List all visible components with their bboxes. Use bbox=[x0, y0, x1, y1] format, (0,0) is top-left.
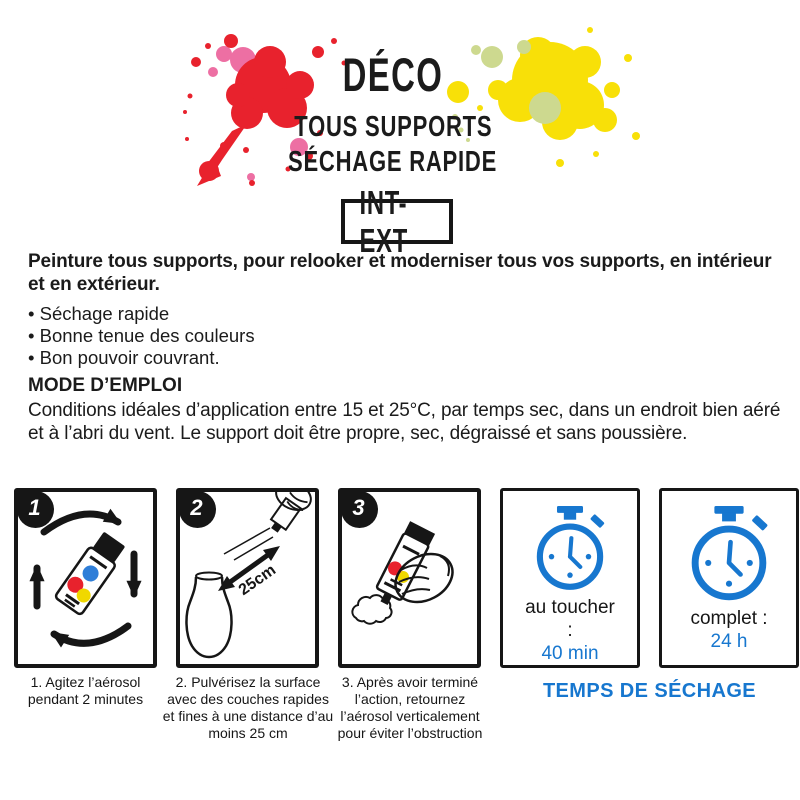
instructions-row bbox=[14, 488, 799, 668]
captions-row bbox=[14, 674, 799, 742]
complete-dry-box bbox=[659, 488, 799, 668]
step-number-badge: 2 bbox=[179, 491, 216, 528]
touch-dry-label: au toucher : bbox=[525, 597, 615, 641]
intro-lead: Peinture tous supports, pour relooker et moderniser tous vos supports, en intérieur et en extérieur. bbox=[28, 251, 772, 295]
product-title bbox=[0, 47, 786, 102]
step-number-badge: 1 bbox=[17, 491, 54, 528]
step-caption-3: 3. Après avoir terminé l’action, retournez l’aérosol verticalement pour éviter l’obstruction bbox=[337, 674, 483, 741]
feature-item: • Séchage rapide bbox=[28, 303, 780, 325]
step-box-1 bbox=[14, 488, 157, 668]
usage-heading: MODE D’EMPLOI bbox=[28, 375, 183, 396]
step-box-2 bbox=[176, 488, 319, 668]
stopwatch-icon bbox=[682, 506, 776, 606]
feature-item: • Bonne tenue des couleurs bbox=[28, 325, 780, 347]
feature-item: • Bon pouvoir couvrant. bbox=[28, 347, 780, 369]
intro-section bbox=[28, 251, 780, 368]
drying-time-title: TEMPS DE SÉCHAGE bbox=[542, 680, 757, 702]
step-box-3 bbox=[338, 488, 481, 668]
distance-label: 25cm bbox=[235, 561, 280, 600]
subtitle-tous-supports: TOUS SUPPORTS bbox=[293, 111, 493, 143]
step-caption-1: 1. Agitez l’aérosol pendant 2 minutes bbox=[27, 674, 144, 707]
int-ext-badge: INT-EXT bbox=[341, 199, 453, 244]
touch-dry-time: 40 min bbox=[541, 643, 599, 664]
step-caption-2: 2. Pulvérisez la surface avec des couches rapides et fines à une distance d’au moins 25 cm bbox=[162, 674, 334, 741]
product-title-text: DÉCO bbox=[342, 48, 444, 101]
spray-puff bbox=[352, 595, 391, 624]
step-number-badge: 3 bbox=[341, 491, 378, 528]
feature-list bbox=[28, 303, 780, 368]
usage-section bbox=[28, 375, 782, 445]
touch-dry-box bbox=[500, 488, 640, 668]
complete-dry-time: 24 h bbox=[710, 631, 748, 652]
subtitle-sechage-rapide: SÉCHAGE RAPIDE bbox=[288, 146, 498, 178]
usage-body: Conditions idéales d’application entre 15 et 25°C, par temps sec, dans un endroit bien aéré et à l’abri du vent. Le support doit être propre, sec, dégraissé et sans poussière. bbox=[28, 400, 781, 444]
stopwatch-icon bbox=[523, 506, 617, 595]
complete-dry-label: complet : bbox=[690, 608, 768, 629]
